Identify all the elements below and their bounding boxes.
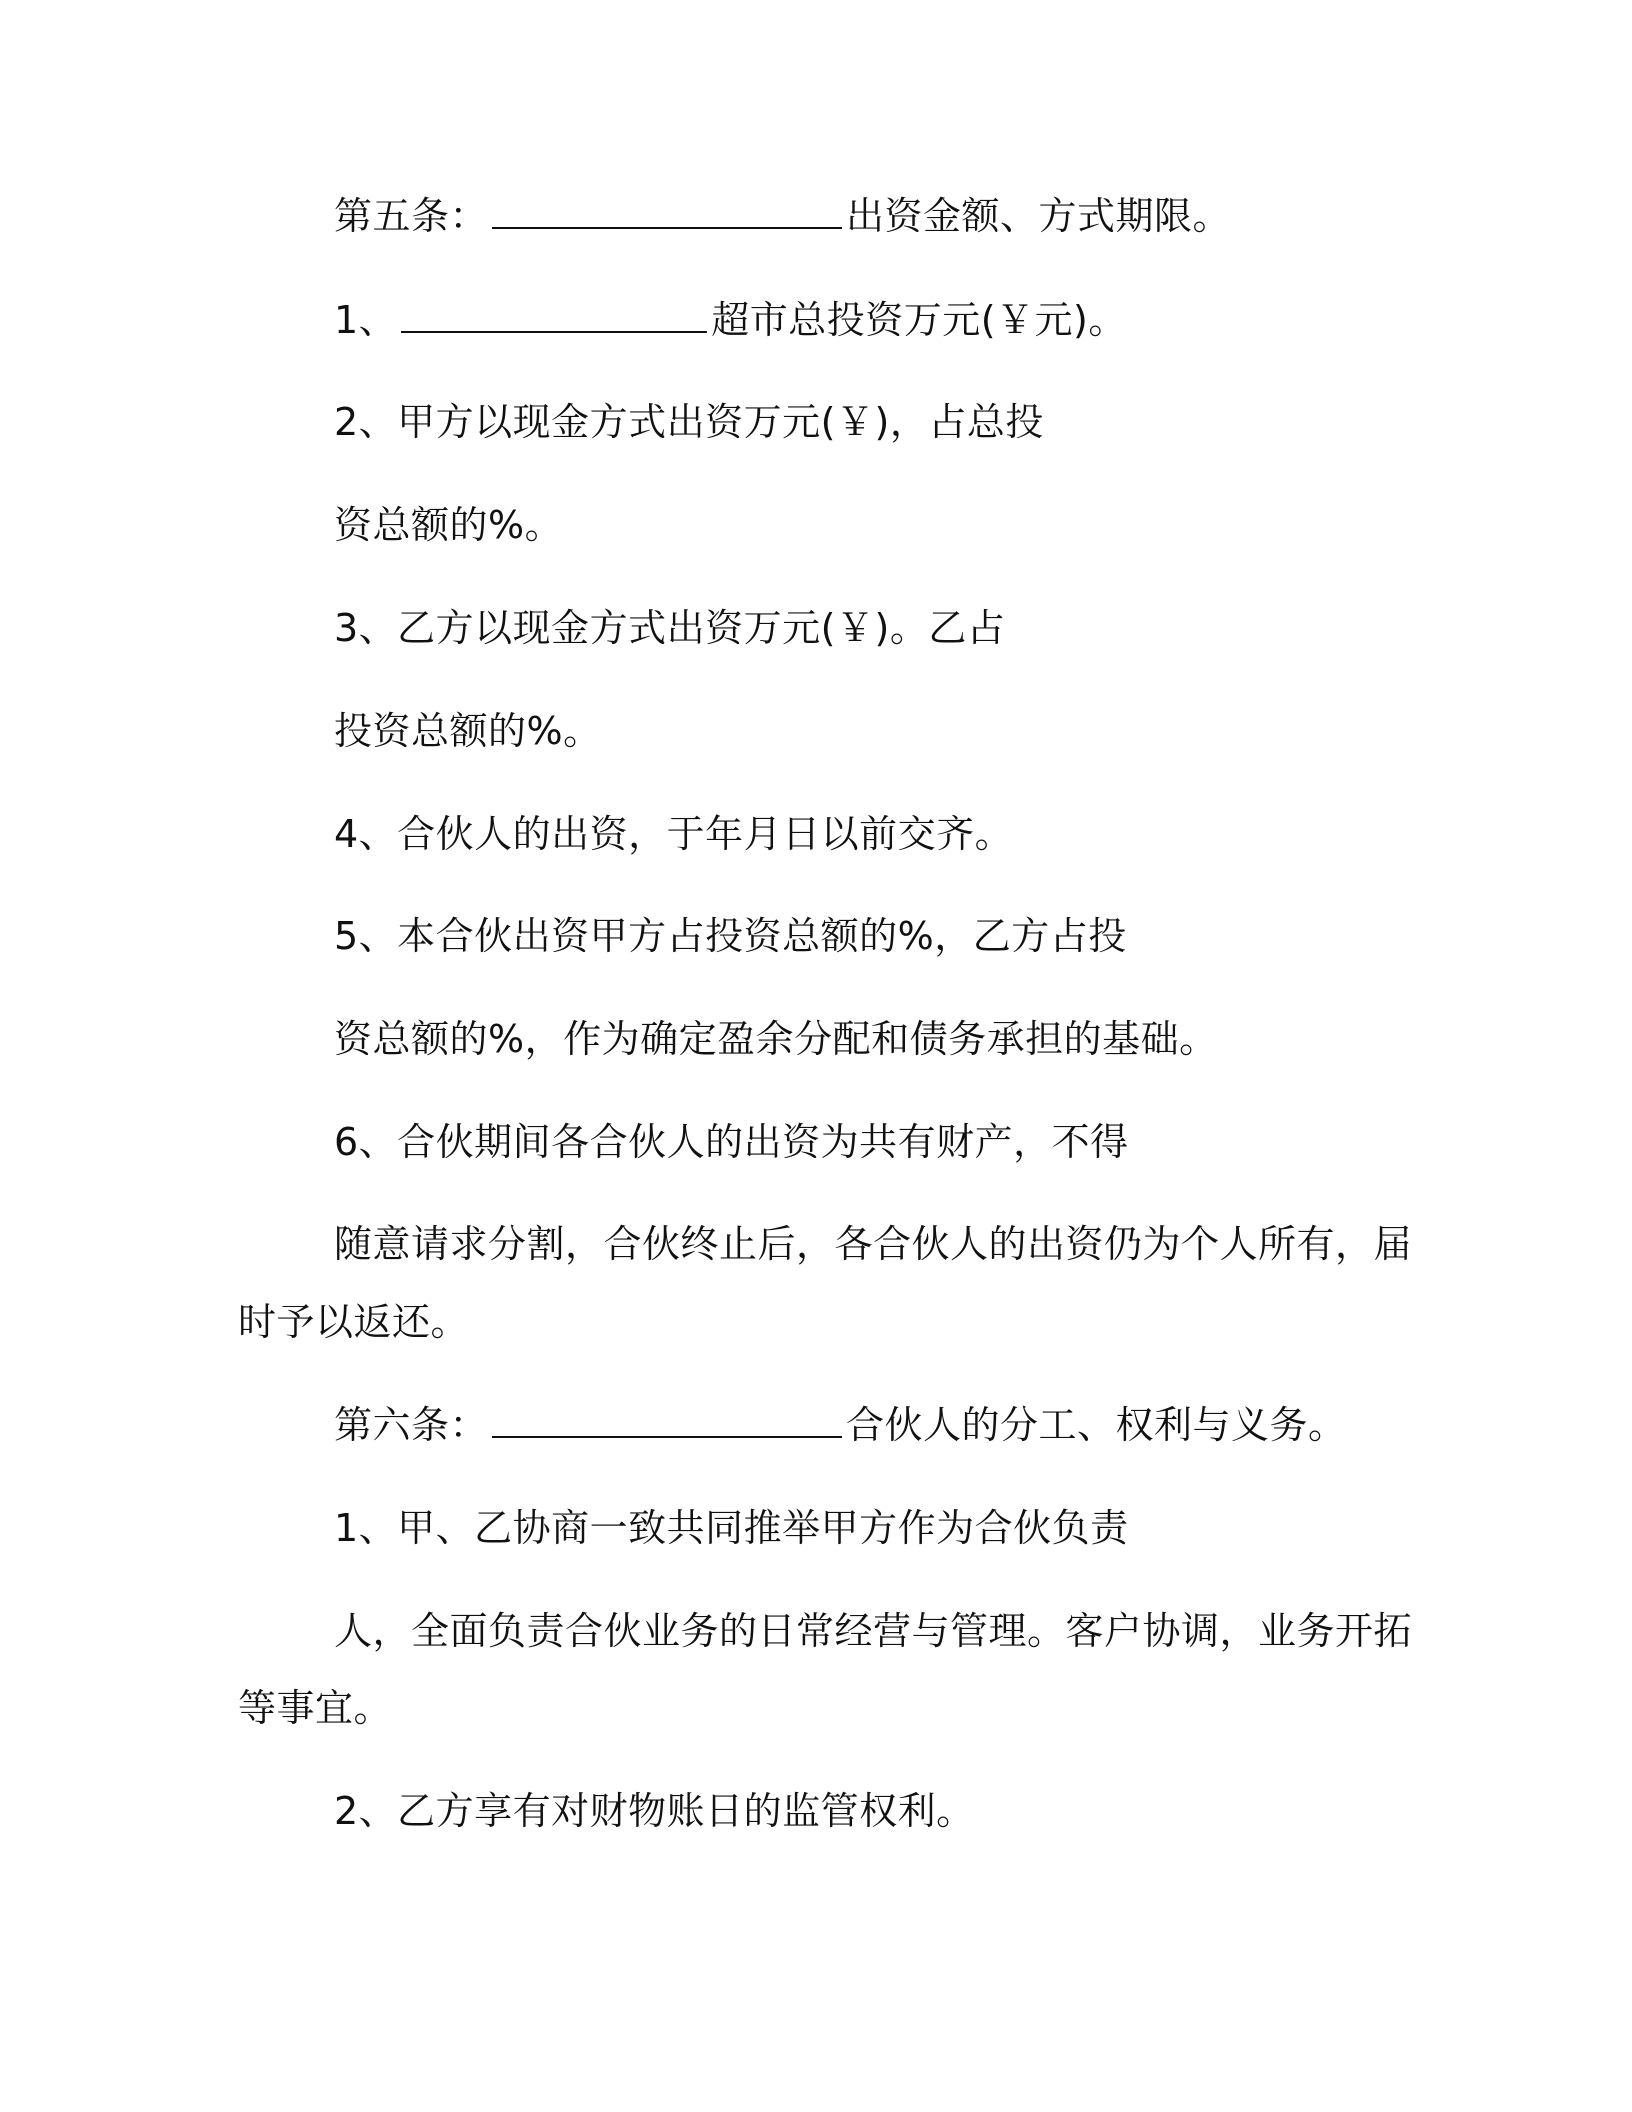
fill-in-blank [401,301,707,333]
article-5-item-6-line-1: 6、合伙期间各合伙人的出资为共有财产，不得 [334,1120,1129,1164]
article-5-title: 出资金额、方式期限。 [846,194,1232,238]
article-5-item-6-line-3: 时予以返还。 [238,1300,470,1344]
article-6-item-1-line-2: 人，全面负责合伙业务的日常经营与管理。客户协调，业务开拓 [334,1609,1413,1653]
article-6-item-2: 2、乙方享有对财物账日的监管权利。 [334,1789,975,1833]
article-6-label: 第六条： [334,1403,489,1447]
article-5-item-5-line-2: 资总额的%，作为确定盈余分配和债务承担的基础。 [334,1017,1218,1061]
article-5-item-5-line-1: 5、本合伙出资甲方占投资总额的%，乙方占投 [334,914,1127,958]
article-5-item-4: 4、合伙人的出资，于年月日以前交齐。 [334,812,1014,856]
article-6-item-1-line-1: 1、甲、乙协商一致共同推举甲方作为合伙负责 [334,1506,1129,1550]
article-6-item-1-line-3: 等事宜。 [238,1686,393,1730]
item-number: 1、 [334,298,398,342]
article-5-item-3-line-2: 投资总额的%。 [334,709,602,753]
article-5-item-2-line-1: 2、甲方以现金方式出资万元(￥)，占总投 [334,400,1044,444]
article-5-label: 第五条： [334,194,489,238]
article-5-heading [334,190,1231,242]
article-6-heading [334,1399,1347,1451]
article-6-title: 合伙人的分工、权利与义务。 [846,1403,1347,1447]
article-5-item-6-line-2: 随意请求分割，合伙终止后，各合伙人的出资仍为个人所有，届 [334,1222,1413,1266]
item-text: 超市总投资万元(￥元)。 [711,298,1127,342]
fill-in-blank [492,1406,842,1438]
fill-in-blank [492,197,842,229]
article-5-item-1 [334,294,1127,346]
article-5-item-3-line-1: 3、乙方以现金方式出资万元(￥)。乙占 [334,606,1006,650]
article-5-item-2-line-2: 资总额的%。 [334,503,564,547]
